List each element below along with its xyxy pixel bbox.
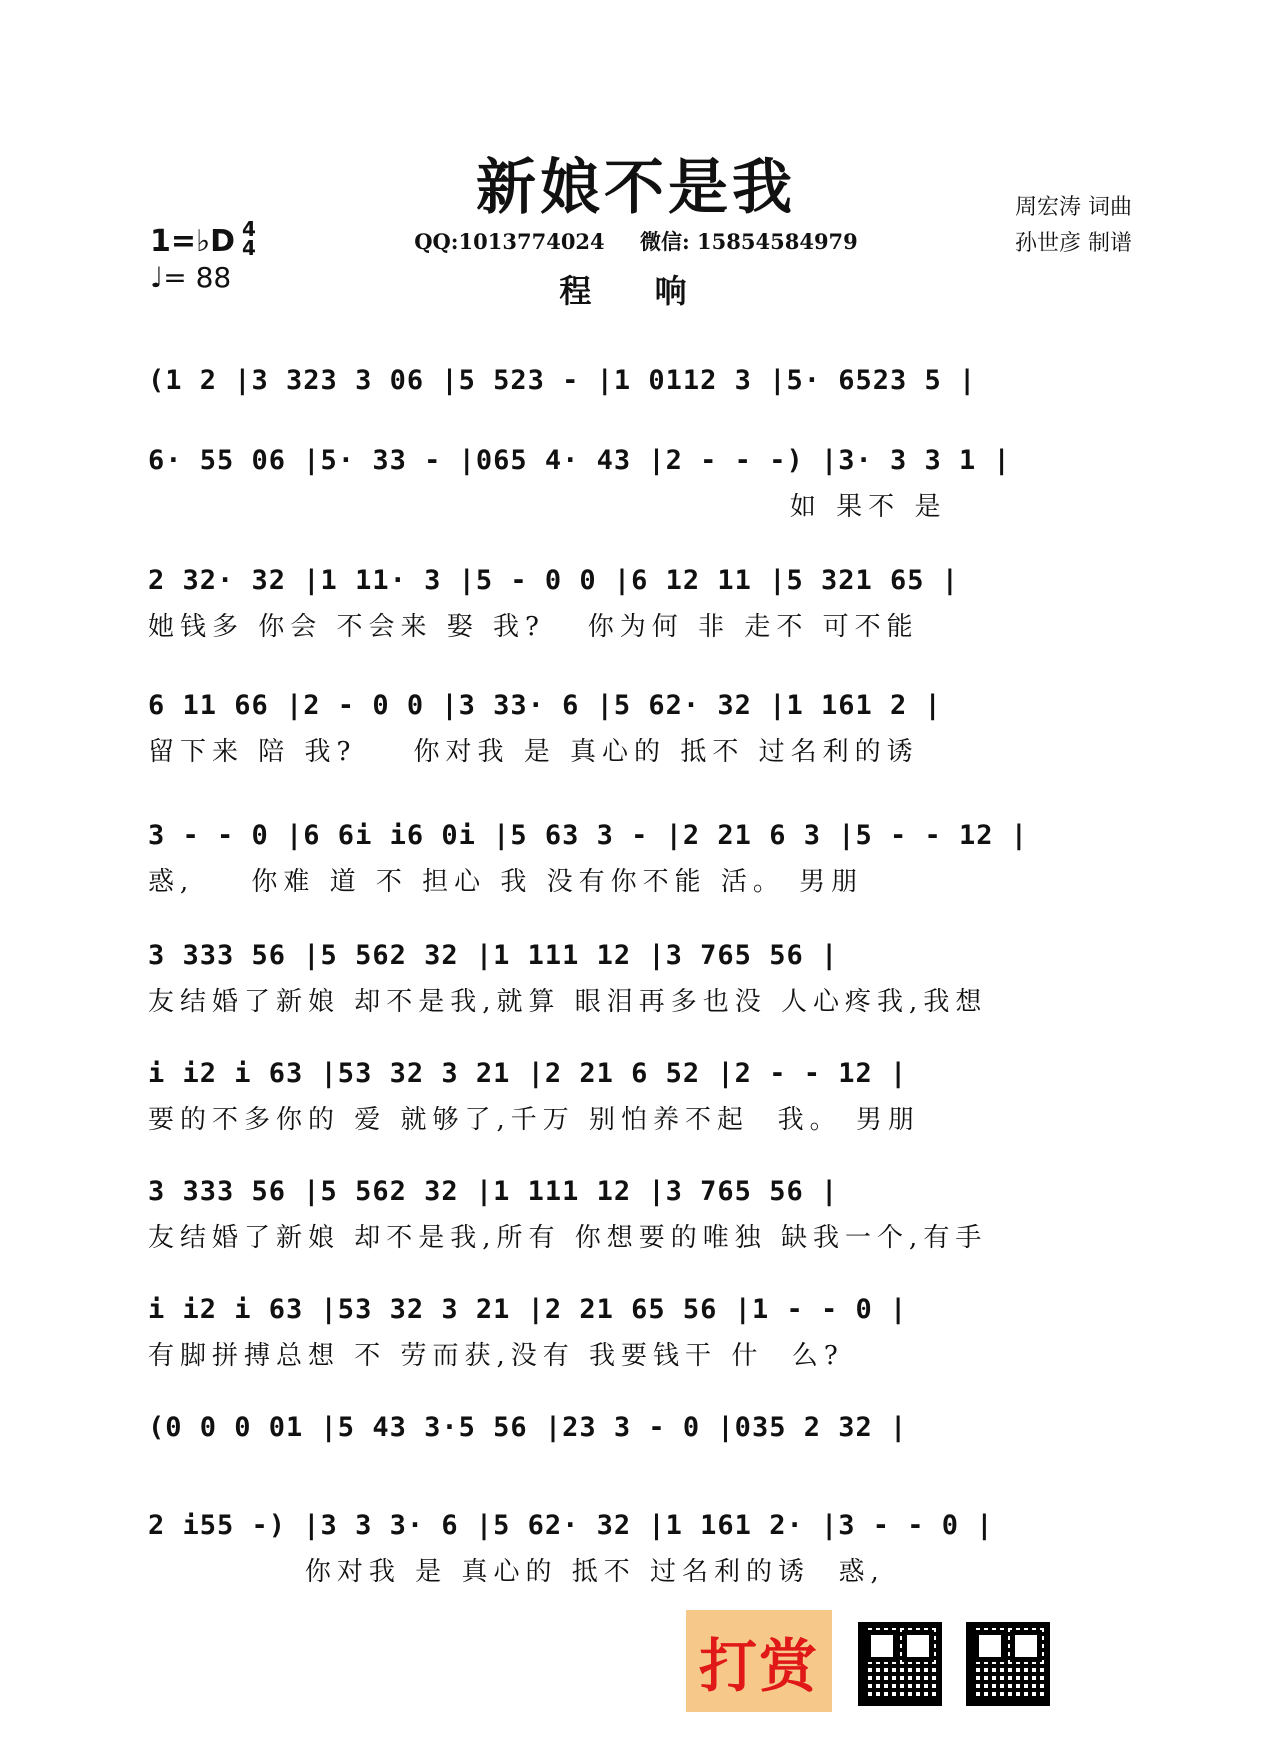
score-line-11 [148,1510,1128,1588]
wechat-number: 微信: 15854584979 [639,229,858,254]
score-line-2 [148,445,1128,523]
qr-code-icon[interactable] [858,1622,942,1706]
lyrics-row: 要的不多你的 爱 就够了,千万 别怕养不起 我。 男朋 [148,1105,920,1135]
time-bottom: 4 [242,236,256,260]
lyrics-row: 你对我 是 真心的 抵不 过名利的诱 惑, [148,1557,885,1587]
reward-badge[interactable]: 打赏 [686,1610,832,1712]
song-title: 新娘不是我 [476,153,796,223]
score-line-3 [148,565,1128,643]
notes-row: i i2 i 63 |53 32 3 21 |2 21 6 52 |2 - - 12 | [148,1058,908,1089]
notes-row: 3 333 56 |5 562 32 |1 111 12 |3 765 56 | [148,940,839,971]
singer-name: 程 响 [559,272,713,310]
score-line-1 [148,365,1128,396]
notes-row: (0 0 0 01 |5 43 3·5 56 |23 3 - 0 |035 2 32 | [148,1412,908,1443]
qq-number: QQ:1013774024 [414,229,605,254]
time-signature [242,217,256,260]
notes-row: 3 333 56 |5 562 32 |1 111 12 |3 765 56 | [148,1176,839,1207]
lyrics-row: 留下来 陪 我? 你对我 是 真心的 抵不 过名利的诱 [148,737,919,767]
score-line-8 [148,1176,1128,1254]
score-line-10 [148,1412,1128,1443]
notes-row: (1 2 |3 323 3 06 |5 523 - |1 0112 3 |5· 6523 5 | [148,365,977,396]
key-tempo-block [150,217,256,294]
credits [1015,190,1132,262]
notes-row: 2 i55 -) |3 3 3· 6 |5 62· 32 |1 161 2· |3 - - 0 | [148,1510,994,1541]
time-top: 4 [242,217,256,241]
lyrics-row: 有脚拼搏总想 不 劳而获,没有 我要钱干 什 么? [148,1341,844,1371]
qr-code-icon[interactable] [966,1622,1050,1706]
notes-row: i i2 i 63 |53 32 3 21 |2 21 65 56 |1 - - 0 | [148,1294,908,1325]
lyrics-row: 友结婚了新娘 却不是我,所有 你想要的唯独 缺我一个,有手 [148,1223,988,1253]
score-line-4 [148,690,1128,768]
notes-row: 6 11 66 |2 - 0 0 |3 33· 6 |5 62· 32 |1 161 2 | [148,690,942,721]
lyrics-row: 惑, 你难 道 不 担心 我 没有你不能 活。 男朋 [148,867,864,897]
score-line-6 [148,940,1128,1018]
transcriber: 孙世彦 制谱 [1015,231,1132,256]
tempo-marking: ♩= 88 [150,261,232,294]
lyrics-row: 如 果不 是 [148,492,947,522]
notes-row: 3 - - 0 |6 6i i6 0i |5 63 3 - |2 21 6 3 |5 - - 12 | [148,820,1029,851]
notes-row: 2 32· 32 |1 11· 3 |5 - 0 0 |6 12 11 |5 321 65 | [148,565,960,596]
lyrics-row: 友结婚了新娘 却不是我,就算 眼泪再多也没 人心疼我,我想 [148,987,988,1017]
score-line-9 [148,1294,1128,1372]
score-line-5 [148,820,1128,898]
lyrics-row: 她钱多 你会 不会来 娶 我? 你为何 非 走不 可不能 [148,612,919,642]
key-signature: 1=♭D [150,224,236,259]
notes-row: 6· 55 06 |5· 33 - |065 4· 43 |2 - - -) |3· 3 3 1 | [148,445,1011,476]
lyricist-composer: 周宏涛 词曲 [1015,195,1132,220]
score-line-7 [148,1058,1128,1136]
